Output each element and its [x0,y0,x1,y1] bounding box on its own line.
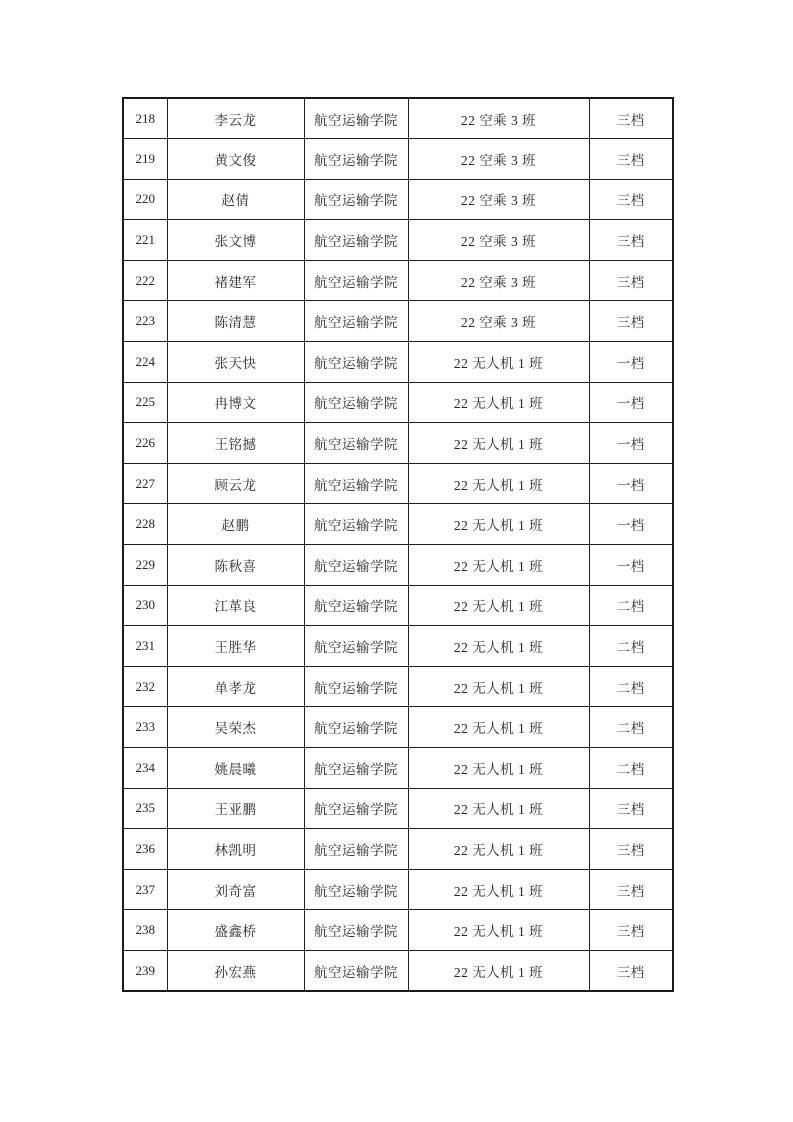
table-row [123,382,673,423]
cell-index: 232 [123,666,167,707]
cell-class: 22 无人机 1 班 [408,748,589,789]
cell-college: 航空运输学院 [304,707,408,748]
table-row [123,342,673,383]
cell-tier: 三档 [589,220,673,261]
table-row [123,788,673,829]
cell-class: 22 无人机 1 班 [408,910,589,951]
table-row [123,504,673,545]
table-row [123,463,673,504]
cell-name: 顾云龙 [167,463,304,504]
cell-index: 234 [123,748,167,789]
table-row [123,666,673,707]
cell-index: 230 [123,585,167,626]
cell-tier: 二档 [589,666,673,707]
table-row [123,910,673,951]
cell-index: 239 [123,950,167,991]
cell-class: 22 无人机 1 班 [408,950,589,991]
cell-class: 22 空乘 3 班 [408,260,589,301]
cell-tier: 二档 [589,626,673,667]
cell-name: 王铭撼 [167,423,304,464]
cell-index: 237 [123,869,167,910]
table-row [123,545,673,586]
cell-tier: 一档 [589,545,673,586]
cell-tier: 三档 [589,869,673,910]
cell-class: 22 空乘 3 班 [408,179,589,220]
cell-class: 22 空乘 3 班 [408,98,589,139]
cell-tier: 三档 [589,260,673,301]
cell-index: 227 [123,463,167,504]
cell-college: 航空运输学院 [304,788,408,829]
cell-name: 盛鑫桥 [167,910,304,951]
cell-tier: 三档 [589,910,673,951]
cell-college: 航空运输学院 [304,301,408,342]
cell-college: 航空运输学院 [304,748,408,789]
cell-college: 航空运输学院 [304,139,408,180]
cell-college: 航空运输学院 [304,423,408,464]
cell-tier: 一档 [589,382,673,423]
cell-tier: 一档 [589,342,673,383]
cell-college: 航空运输学院 [304,382,408,423]
table-row [123,301,673,342]
cell-class: 22 无人机 1 班 [408,585,589,626]
cell-index: 222 [123,260,167,301]
cell-class: 22 无人机 1 班 [408,829,589,870]
table-row [123,707,673,748]
cell-college: 航空运输学院 [304,342,408,383]
cell-index: 236 [123,829,167,870]
cell-college: 航空运输学院 [304,545,408,586]
cell-index: 231 [123,626,167,667]
cell-tier: 三档 [589,179,673,220]
cell-index: 229 [123,545,167,586]
table-row [123,423,673,464]
cell-index: 226 [123,423,167,464]
cell-college: 航空运输学院 [304,666,408,707]
cell-class: 22 无人机 1 班 [408,342,589,383]
cell-index: 228 [123,504,167,545]
cell-tier: 一档 [589,463,673,504]
cell-name: 刘奇富 [167,869,304,910]
cell-tier: 二档 [589,748,673,789]
cell-name: 张天快 [167,342,304,383]
cell-index: 223 [123,301,167,342]
cell-class: 22 无人机 1 班 [408,382,589,423]
table-row [123,260,673,301]
cell-name: 赵倩 [167,179,304,220]
cell-index: 238 [123,910,167,951]
cell-college: 航空运输学院 [304,220,408,261]
cell-name: 陈秋喜 [167,545,304,586]
cell-college: 航空运输学院 [304,504,408,545]
cell-tier: 三档 [589,788,673,829]
cell-name: 姚晨曦 [167,748,304,789]
cell-index: 219 [123,139,167,180]
cell-name: 林凯明 [167,829,304,870]
cell-name: 孙宏燕 [167,950,304,991]
cell-college: 航空运输学院 [304,869,408,910]
cell-tier: 一档 [589,423,673,464]
cell-name: 王胜华 [167,626,304,667]
cell-tier: 三档 [589,950,673,991]
cell-class: 22 无人机 1 班 [408,504,589,545]
cell-name: 王亚鹏 [167,788,304,829]
cell-class: 22 空乘 3 班 [408,301,589,342]
table-row [123,585,673,626]
table-row [123,626,673,667]
cell-name: 冉博文 [167,382,304,423]
table-row [123,869,673,910]
table-row [123,950,673,991]
table-row [123,748,673,789]
table-row [123,829,673,870]
cell-class: 22 无人机 1 班 [408,463,589,504]
cell-index: 233 [123,707,167,748]
cell-index: 225 [123,382,167,423]
cell-college: 航空运输学院 [304,585,408,626]
cell-index: 235 [123,788,167,829]
cell-college: 航空运输学院 [304,98,408,139]
table-row [123,179,673,220]
table-row [123,98,673,139]
cell-name: 吴荣杰 [167,707,304,748]
cell-class: 22 无人机 1 班 [408,707,589,748]
cell-tier: 三档 [589,139,673,180]
cell-name: 陈清慧 [167,301,304,342]
cell-name: 单孝龙 [167,666,304,707]
cell-name: 黄文俊 [167,139,304,180]
cell-class: 22 空乘 3 班 [408,139,589,180]
cell-tier: 三档 [589,301,673,342]
cell-college: 航空运输学院 [304,626,408,667]
cell-name: 赵鹏 [167,504,304,545]
cell-college: 航空运输学院 [304,179,408,220]
cell-college: 航空运输学院 [304,463,408,504]
cell-name: 张文博 [167,220,304,261]
cell-name: 褚建军 [167,260,304,301]
table-row [123,139,673,180]
cell-college: 航空运输学院 [304,829,408,870]
cell-class: 22 无人机 1 班 [408,423,589,464]
cell-class: 22 无人机 1 班 [408,666,589,707]
cell-class: 22 无人机 1 班 [408,545,589,586]
cell-tier: 二档 [589,585,673,626]
cell-index: 221 [123,220,167,261]
cell-class: 22 无人机 1 班 [408,788,589,829]
cell-tier: 二档 [589,707,673,748]
cell-college: 航空运输学院 [304,910,408,951]
cell-index: 218 [123,98,167,139]
cell-college: 航空运输学院 [304,950,408,991]
cell-class: 22 无人机 1 班 [408,626,589,667]
cell-tier: 三档 [589,98,673,139]
table-row [123,220,673,261]
student-tier-table [122,97,674,992]
cell-index: 220 [123,179,167,220]
cell-college: 航空运输学院 [304,260,408,301]
cell-class: 22 空乘 3 班 [408,220,589,261]
cell-name: 江革良 [167,585,304,626]
cell-index: 224 [123,342,167,383]
cell-class: 22 无人机 1 班 [408,869,589,910]
cell-tier: 一档 [589,504,673,545]
cell-name: 李云龙 [167,98,304,139]
cell-tier: 三档 [589,829,673,870]
